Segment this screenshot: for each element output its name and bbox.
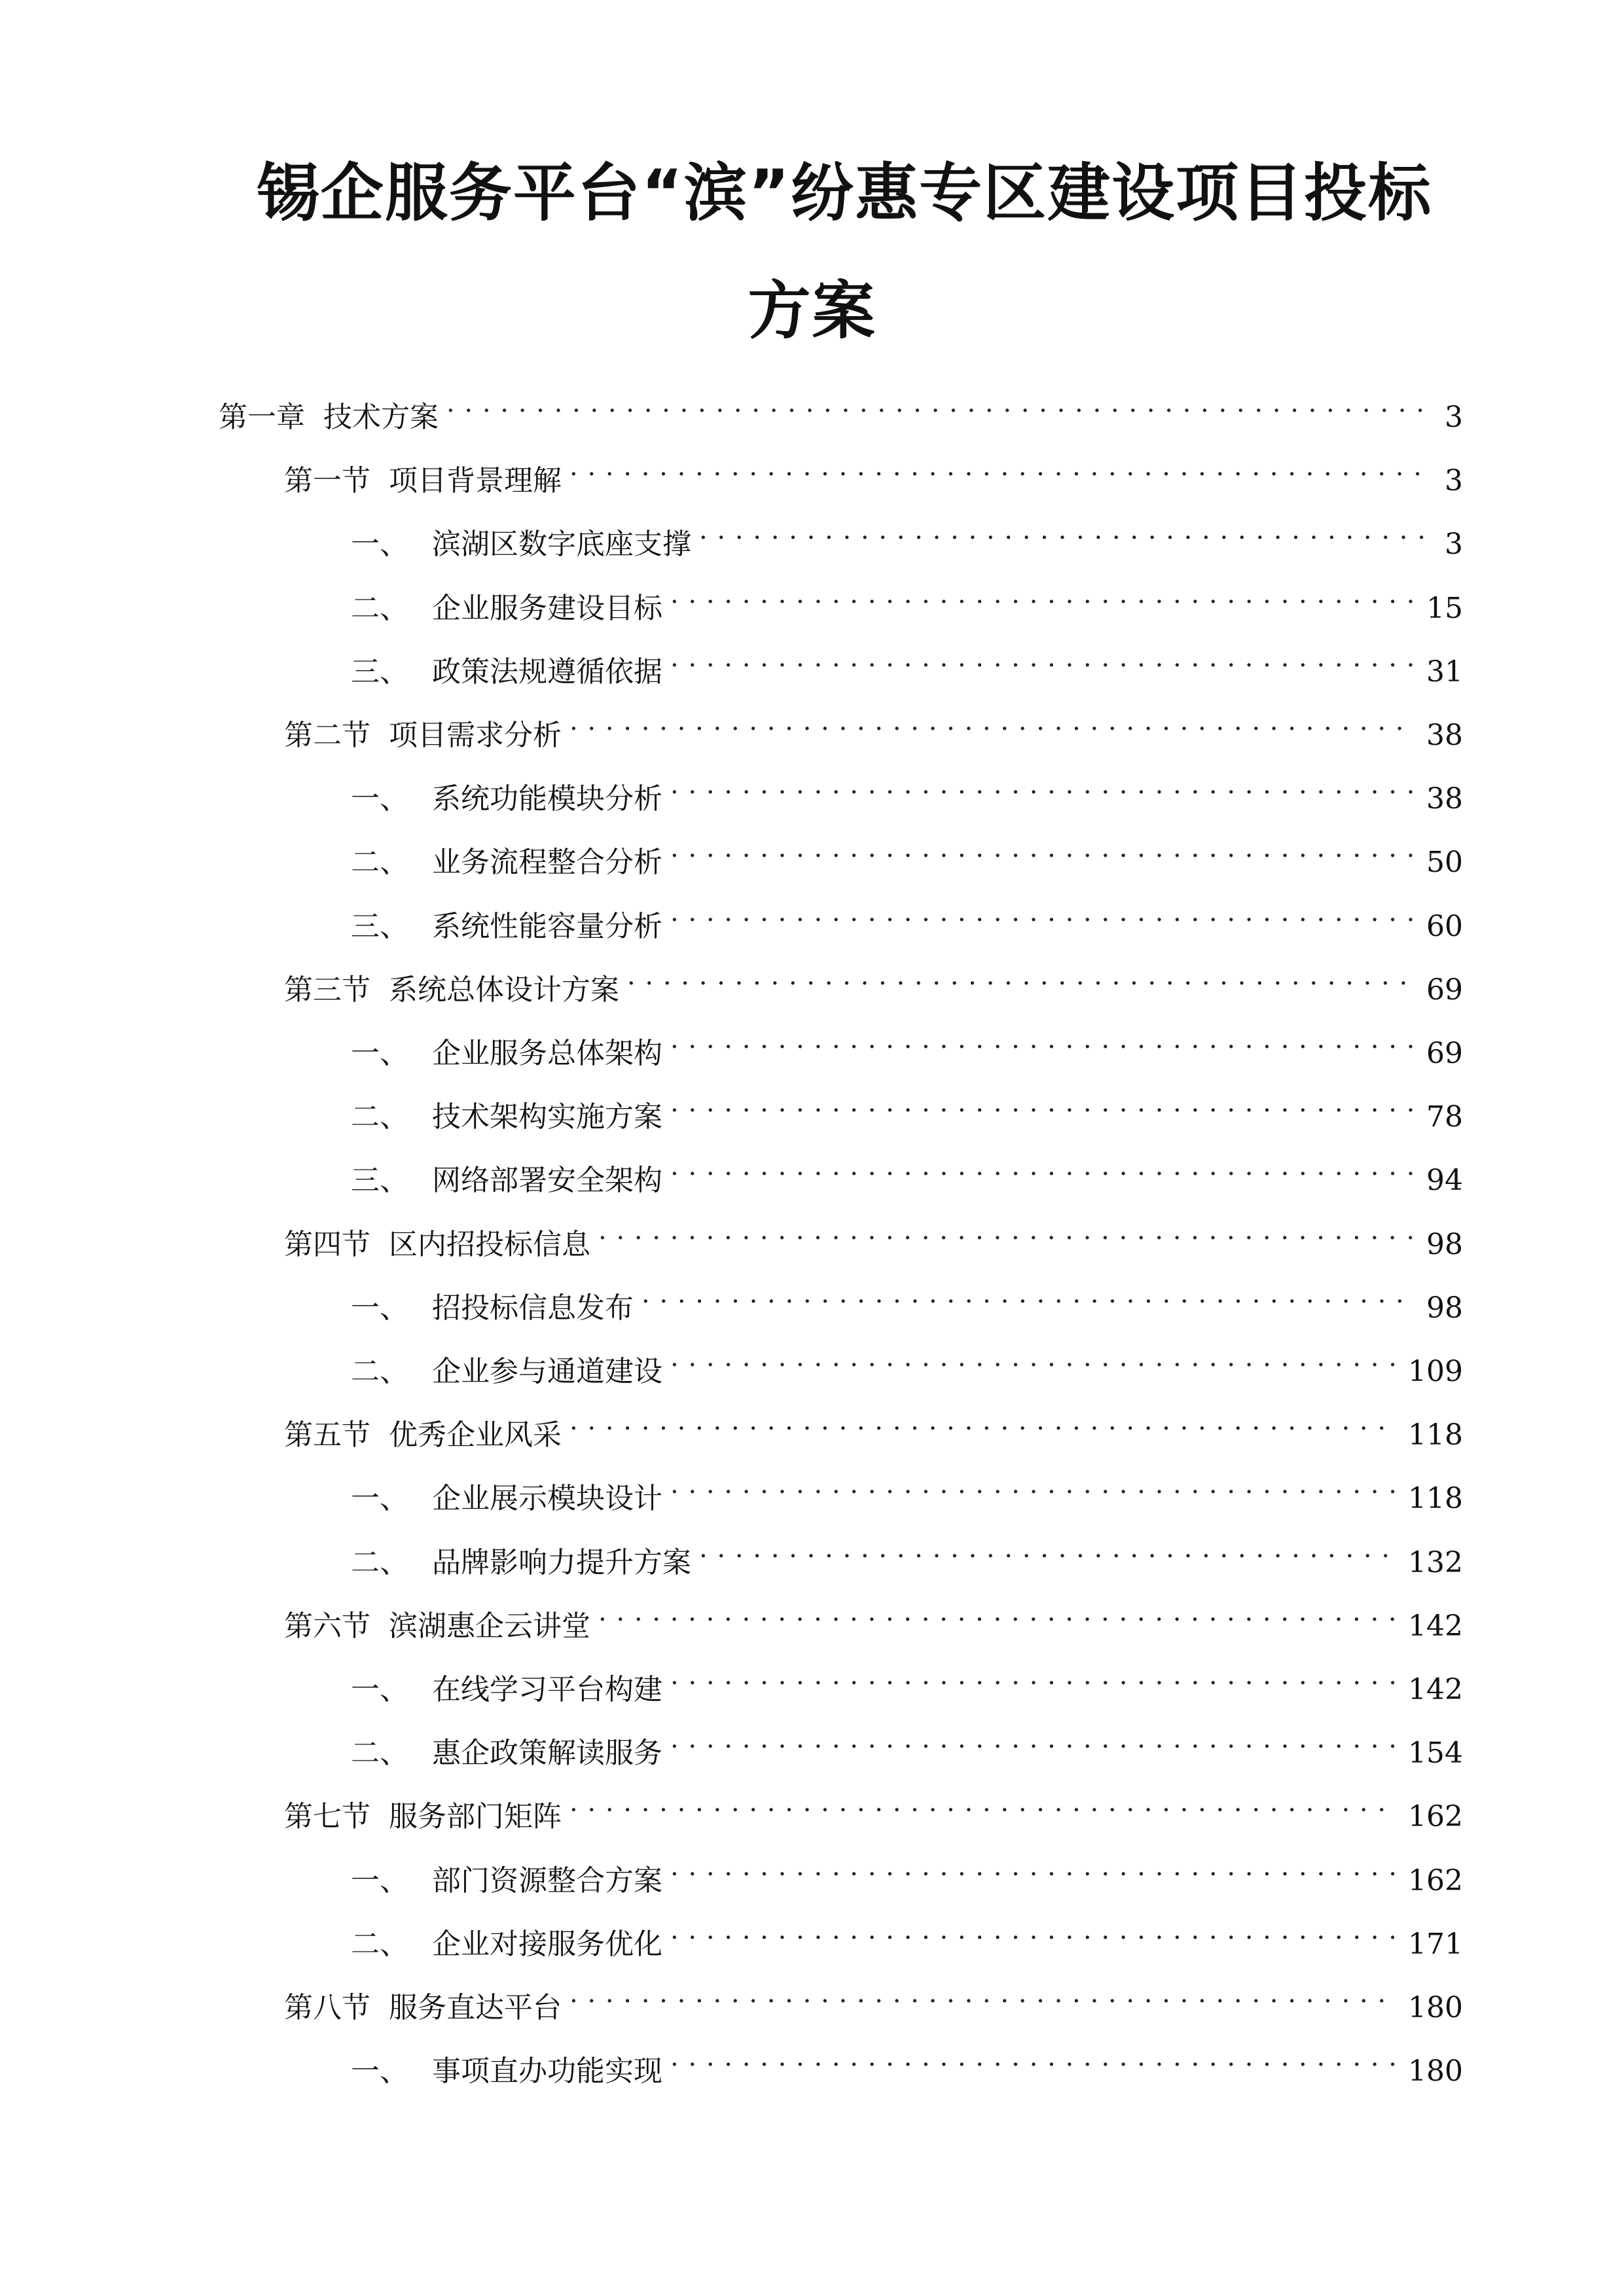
toc-entry[interactable] — [219, 380, 1463, 434]
toc-entry-page-number: 109 — [1408, 1355, 1463, 1388]
toc-dot-leader — [598, 1207, 1415, 1254]
toc-entry-number: 第一章 — [219, 401, 305, 434]
toc-entry-page-number: 98 — [1426, 1291, 1463, 1325]
toc-entry-number: 一、 — [351, 1863, 408, 1897]
toc-entry[interactable] — [351, 1907, 1463, 1961]
toc-entry-number: 二、 — [351, 1927, 408, 1961]
toc-dot-leader — [670, 1843, 1396, 1890]
toc-entry-number: 三、 — [351, 909, 408, 943]
toc-entry-label: 企业展示模块设计 — [432, 1482, 662, 1516]
toc-entry-number: 第七节 — [284, 1800, 370, 1834]
toc-entry-number: 第三节 — [284, 973, 370, 1007]
toc-entry-page-number: 38 — [1426, 719, 1463, 752]
toc-entry[interactable] — [284, 1397, 1463, 1452]
toc-entry-page-number: 3 — [1445, 401, 1463, 434]
toc-entry-label: 系统性能容量分析 — [432, 909, 662, 943]
toc-entry-label: 企业服务总体架构 — [432, 1037, 662, 1070]
toc-entry-label: 政策法规遵循依据 — [432, 655, 662, 689]
toc-entry-page-number: 132 — [1408, 1545, 1463, 1579]
toc-entry-number: 第八节 — [284, 1991, 370, 2024]
toc-entry-page-number: 154 — [1408, 1736, 1463, 1770]
toc-dot-leader — [670, 1016, 1415, 1063]
toc-entry-number: 一、 — [351, 528, 408, 562]
toc-entry-label: 区内招投标信息 — [389, 1227, 590, 1261]
toc-entry-page-number: 171 — [1408, 1927, 1463, 1961]
toc-entry[interactable] — [351, 1143, 1463, 1198]
toc-dot-leader — [670, 1461, 1396, 1508]
toc-entry-number: 二、 — [351, 1100, 408, 1134]
toc-entry-page-number: 180 — [1408, 1991, 1463, 2024]
toc-entry-number: 一、 — [351, 2054, 408, 2089]
toc-entry-page-number: 60 — [1426, 909, 1463, 943]
toc-entry[interactable] — [351, 1016, 1463, 1070]
toc-entry-page-number: 162 — [1408, 1863, 1463, 1897]
toc-entry-number: 一、 — [351, 1673, 408, 1706]
toc-entry-label: 网络部署安全架构 — [432, 1164, 662, 1198]
toc-entry[interactable] — [351, 2034, 1463, 2089]
document-title-line1: 锡企服务平台“滨”纷惠专区建设项目投标 — [256, 156, 1433, 230]
toc-dot-leader — [598, 1588, 1396, 1636]
toc-entry-number: 二、 — [351, 1355, 408, 1388]
toc-entry-page-number: 69 — [1426, 973, 1463, 1007]
toc-entry-label: 招投标信息发布 — [432, 1291, 634, 1325]
toc-entry-page-number: 142 — [1408, 1609, 1463, 1643]
toc-entry-page-number: 3 — [1445, 464, 1463, 498]
toc-dot-leader — [670, 1652, 1396, 1699]
toc-entry[interactable] — [351, 507, 1463, 562]
toc-entry-label: 技术架构实施方案 — [432, 1100, 662, 1134]
toc-dot-leader — [569, 698, 1415, 745]
toc-entry-number: 二、 — [351, 846, 408, 880]
toc-dot-leader — [569, 1397, 1396, 1444]
toc-entry-page-number: 118 — [1408, 1482, 1463, 1516]
toc-entry-page-number: 69 — [1426, 1037, 1463, 1070]
toc-entry-number: 第四节 — [284, 1227, 370, 1261]
toc-dot-leader — [670, 825, 1415, 872]
toc-entry-page-number: 38 — [1426, 782, 1463, 816]
toc-entry-label: 优秀企业风采 — [389, 1418, 562, 1452]
toc-dot-leader — [670, 1143, 1415, 1190]
toc-entry[interactable] — [351, 1652, 1463, 1706]
toc-entry-label: 服务直达平台 — [389, 1991, 562, 2024]
toc-entry-page-number: 78 — [1426, 1100, 1463, 1134]
toc-dot-leader — [569, 1970, 1396, 2017]
toc-entry-page-number: 142 — [1408, 1673, 1463, 1706]
toc-dot-leader — [670, 1715, 1396, 1763]
toc-entry-number: 一、 — [351, 782, 408, 816]
toc-entry-page-number: 31 — [1426, 655, 1463, 689]
toc-dot-leader — [699, 507, 1425, 554]
toc-entry-label: 企业对接服务优化 — [432, 1927, 662, 1961]
toc-dot-leader — [699, 1525, 1396, 1572]
toc-entry-number: 一、 — [351, 1482, 408, 1516]
toc-entry-number: 二、 — [351, 1736, 408, 1770]
toc-entry[interactable] — [351, 1525, 1463, 1579]
toc-entry-label: 项目背景理解 — [389, 464, 562, 498]
toc-entry[interactable] — [351, 1461, 1463, 1516]
toc-dot-leader — [670, 634, 1415, 681]
toc-dot-leader — [670, 2034, 1396, 2081]
toc-entry-label: 服务部门矩阵 — [389, 1800, 562, 1834]
toc-entry[interactable] — [351, 1334, 1463, 1388]
toc-entry[interactable] — [351, 1715, 1463, 1770]
toc-entry-label: 部门资源整合方案 — [432, 1863, 662, 1897]
toc-entry-number: 二、 — [351, 591, 408, 625]
toc-entry-page-number: 15 — [1426, 591, 1463, 625]
toc-entry[interactable] — [284, 1779, 1463, 1834]
toc-entry-number: 一、 — [351, 1291, 408, 1325]
toc-dot-leader — [569, 1779, 1396, 1826]
toc-dot-leader — [641, 1270, 1415, 1318]
toc-entry-label: 滨湖惠企云讲堂 — [389, 1609, 590, 1643]
toc-entry[interactable] — [351, 1270, 1463, 1325]
toc-dot-leader — [446, 380, 1425, 427]
toc-entry[interactable] — [351, 761, 1463, 816]
toc-entry-page-number: 162 — [1408, 1800, 1463, 1834]
toc-entry[interactable] — [284, 443, 1463, 498]
toc-entry-label: 企业参与通道建设 — [432, 1355, 662, 1388]
toc-entry[interactable] — [284, 1207, 1463, 1261]
toc-dot-leader — [670, 761, 1415, 808]
toc-dot-leader — [670, 1334, 1396, 1381]
toc-entry-number: 第一节 — [284, 464, 370, 498]
toc-entry-page-number: 50 — [1426, 846, 1463, 880]
toc-entry-label: 企业服务建设目标 — [432, 591, 662, 625]
toc-entry[interactable] — [351, 634, 1463, 689]
toc-entry-page-number: 98 — [1426, 1227, 1463, 1261]
toc-entry-label: 事项直办功能实现 — [432, 2054, 662, 2089]
toc-dot-leader — [670, 571, 1415, 618]
toc-entry[interactable] — [351, 1079, 1463, 1134]
toc-entry-number: 三、 — [351, 655, 408, 689]
toc-entry-label: 滨湖区数字底座支撑 — [432, 528, 691, 562]
toc-entry-label: 项目需求分析 — [389, 719, 562, 752]
toc-entry-page-number: 3 — [1445, 528, 1463, 562]
toc-entry[interactable] — [284, 1970, 1463, 2024]
toc-dot-leader — [627, 952, 1415, 999]
toc-entry-label: 惠企政策解读服务 — [432, 1736, 662, 1770]
toc-entry-label: 品牌影响力提升方案 — [432, 1545, 691, 1579]
toc-entry-label: 业务流程整合分析 — [432, 846, 662, 880]
toc-entry-number: 三、 — [351, 1164, 408, 1198]
toc-entry-label: 技术方案 — [323, 401, 439, 434]
toc-dot-leader — [670, 1907, 1396, 1954]
toc-entry-page-number: 94 — [1426, 1164, 1463, 1198]
toc-entry[interactable] — [351, 1843, 1463, 1897]
toc-entry-label: 在线学习平台构建 — [432, 1673, 662, 1706]
toc-entry-page-number: 180 — [1408, 2054, 1463, 2089]
toc-entry-number: 一、 — [351, 1037, 408, 1070]
toc-entry[interactable] — [351, 889, 1463, 943]
toc-entry-page-number: 118 — [1408, 1418, 1463, 1452]
toc-entry[interactable] — [284, 952, 1463, 1007]
toc-entry-number: 第六节 — [284, 1609, 370, 1643]
toc-entry[interactable] — [284, 1588, 1463, 1643]
toc-entry-number: 二、 — [351, 1545, 408, 1579]
document-title-line2: 方案 — [748, 274, 876, 348]
toc-entry-number: 第五节 — [284, 1418, 370, 1452]
toc-entry[interactable] — [351, 571, 1463, 625]
toc-dot-leader — [670, 889, 1415, 936]
toc-entry-label: 系统总体设计方案 — [389, 973, 619, 1007]
toc-dot-leader — [670, 1079, 1415, 1126]
toc-entry[interactable] — [351, 825, 1463, 880]
toc-entry[interactable] — [284, 698, 1463, 752]
toc-entry-label: 系统功能模块分析 — [432, 782, 662, 816]
toc-dot-leader — [569, 443, 1425, 490]
toc-entry-number: 第二节 — [284, 719, 370, 752]
